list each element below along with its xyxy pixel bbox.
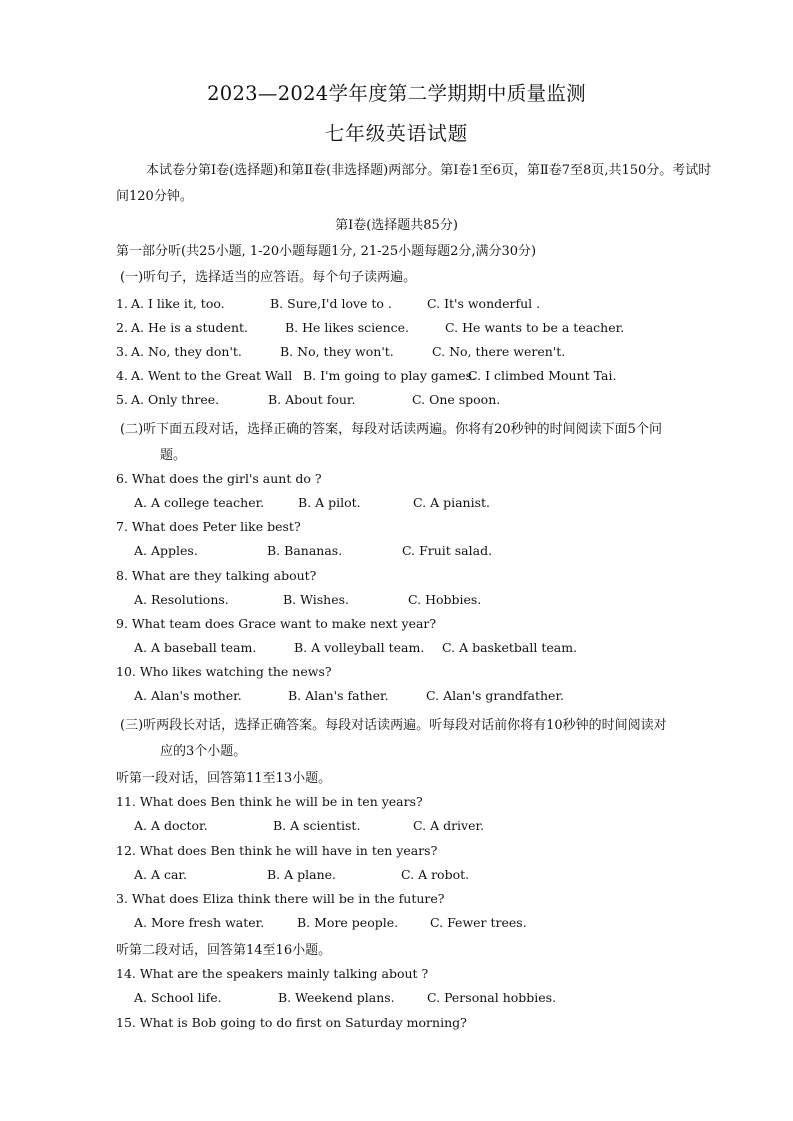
option-c: C. Fruit salad. [402, 543, 493, 558]
option-a: A. More fresh water. [134, 915, 265, 930]
question-number: 5. [116, 392, 128, 407]
section2-title: (二)听下面五段对话，选择正确的答案，每段对话读两遍。你将有20秒钟的时间阅读下面5个问 [120, 422, 662, 437]
option-a: A. A college teacher. [134, 495, 265, 510]
question-number: 2. [116, 320, 128, 335]
option-a: A. Resolutions. [134, 592, 229, 607]
question-text: 3. What does Eliza think there will be in the future? [116, 891, 445, 906]
option-b: B. He likes science. [285, 320, 409, 335]
question-text: 12. What does Ben think he will have in ten years? [116, 843, 438, 858]
option-a: A. A doctor. [134, 818, 208, 833]
volume1-title: 第Ⅰ卷(选择题共85分) [335, 218, 458, 233]
option-c: C. He wants to be a teacher. [445, 320, 625, 335]
exam-title: 2023—2024学年度第二学期期中质量监测 [207, 82, 586, 105]
question-text: 6. What does the girl's aunt do ? [116, 471, 322, 486]
exam-subtitle: 七年级英语试题 [324, 122, 469, 145]
option-b: B. A plane. [267, 867, 337, 882]
option-c: C. Alan's grandfather. [426, 688, 565, 703]
option-b: B. Bananas. [267, 543, 343, 558]
section1-title: (一)听句子，选择适当的应答语。每个句子读两遍。 [120, 270, 417, 285]
option-c: C. No, there weren't. [432, 344, 566, 359]
option-b: B. Wishes. [283, 592, 350, 607]
question-text: 11. What does Ben think he will be in ten years? [116, 794, 423, 809]
option-c: C. It's wonderful . [427, 296, 541, 311]
option-a: A. I like it, too. [131, 296, 225, 311]
option-c: C. Personal hobbies. [427, 990, 557, 1005]
question-number: 1. [116, 296, 128, 311]
question-number: 4. [116, 368, 128, 383]
question-number: 3. [116, 344, 128, 359]
section2-title-cont: 题。 [160, 448, 187, 463]
section3-title: (三)听两段长对话，选择正确答案。每段对话读两遍。听每段对话前你将有10秒钟的时间阅读对 [120, 718, 667, 733]
option-a: A. A baseball team. [134, 640, 257, 655]
option-b: B. A volleyball team. [294, 640, 425, 655]
option-c: C. Fewer trees. [430, 915, 527, 930]
option-a: A. No, they don't. [131, 344, 242, 359]
option-b: B. Weekend plans. [278, 990, 395, 1005]
option-c: C. A basketball team. [442, 640, 578, 655]
option-b: B. A pilot. [298, 495, 361, 510]
option-c: C. A robot. [401, 867, 470, 882]
dialog2-title: 听第二段对话，回答第14至16小题。 [116, 943, 332, 958]
option-a: A. He is a student. [131, 320, 248, 335]
section3-title-cont: 应的3个小题。 [160, 744, 247, 759]
option-b: B. Sure,I'd love to . [270, 296, 392, 311]
option-a: A. Alan's mother. [134, 688, 242, 703]
question-text: 8. What are they talking about? [116, 568, 317, 583]
question-text: 10. Who likes watching the news? [116, 664, 332, 679]
part1-title: 第一部分听(共25小题, 1-20小题每题1分, 21-25小题每题2分,满分30分) [116, 244, 537, 259]
option-b: B. More people. [297, 915, 399, 930]
option-b: B. Alan's father. [288, 688, 389, 703]
option-c: C. I climbed Mount Tai. [468, 368, 617, 383]
question-text: 7. What does Peter like best? [116, 519, 301, 534]
question-text: 9. What team does Grace want to make next year? [116, 616, 437, 631]
option-a: A. Only three. [131, 392, 220, 407]
question-text: 14. What are the speakers mainly talking about ? [116, 966, 429, 981]
option-c: C. One spoon. [412, 392, 501, 407]
option-a: A. Went to the Great Wall [131, 368, 293, 383]
option-b: B. About four. [268, 392, 356, 407]
option-c: C. Hobbies. [408, 592, 482, 607]
option-c: C. A pianist. [413, 495, 490, 510]
option-a: A. School life. [134, 990, 222, 1005]
option-b: B. No, they won't. [280, 344, 394, 359]
exam-intro: 本试卷分第Ⅰ卷(选择题)和第Ⅱ卷(非选择题)两部分。第Ⅰ卷1至6页，第Ⅱ卷7至8页,共150分。考试时间120分钟。 [116, 163, 712, 204]
option-a: A. A car. [134, 867, 188, 882]
option-b: B. I'm going to play games. [303, 368, 476, 383]
question-text: 15. What is Bob going to do first on Saturday morning? [116, 1015, 467, 1030]
dialog1-title: 听第一段对话，回答第11至13小题。 [116, 771, 332, 786]
option-c: C. A driver. [413, 818, 485, 833]
option-b: B. A scientist. [273, 818, 361, 833]
option-a: A. Apples. [134, 543, 198, 558]
